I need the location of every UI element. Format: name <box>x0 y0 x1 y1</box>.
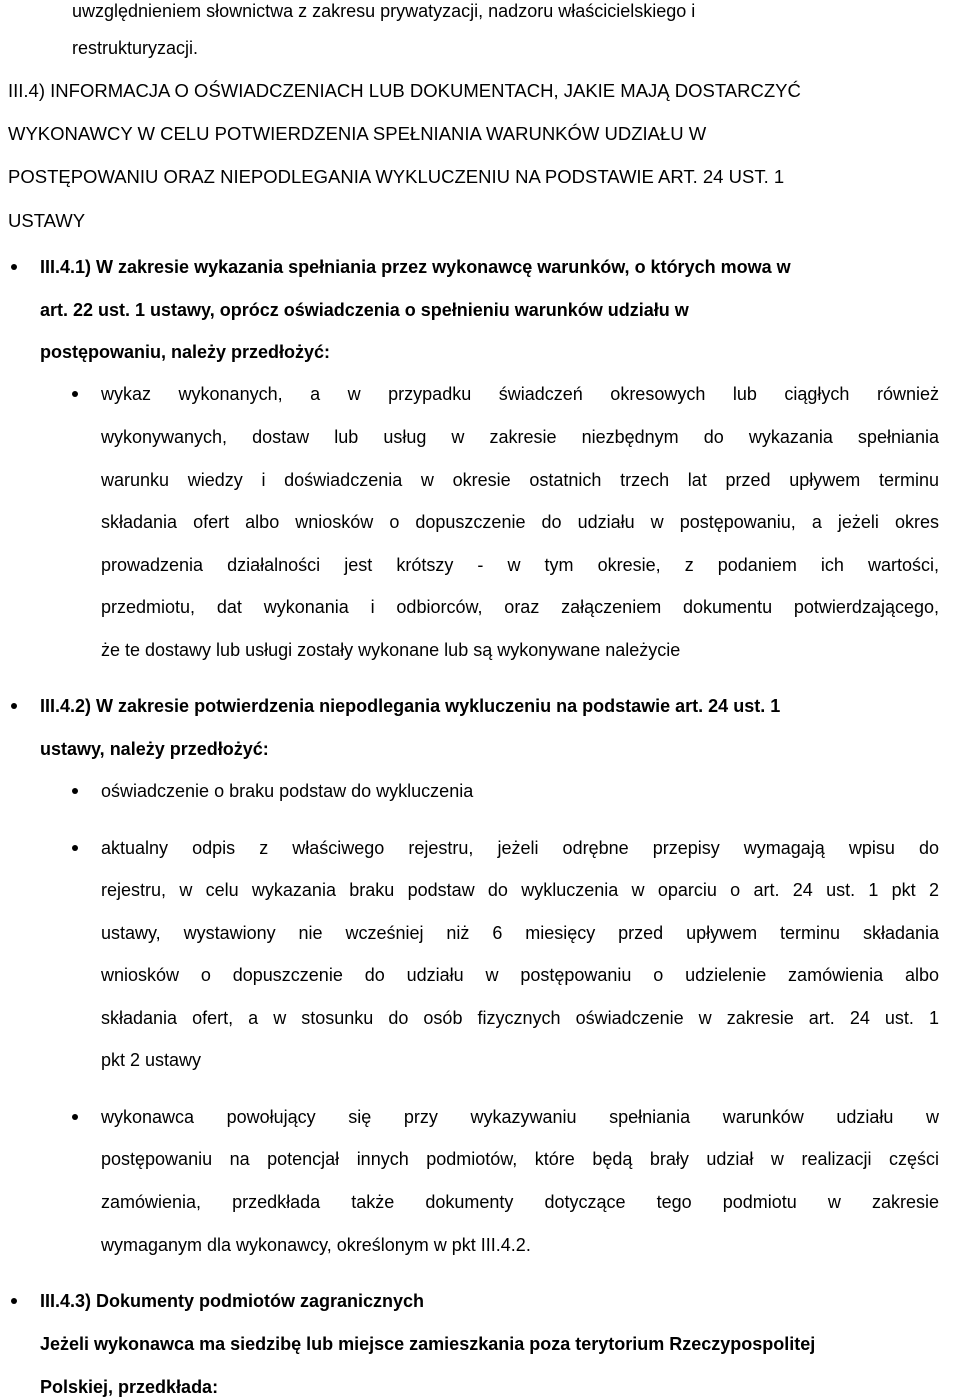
section-title-line: III.4) INFORMACJA O OŚWIADCZENIACH LUB DOKUMENTACH, JAKIE MAJĄ DOSTARCZYĆ <box>8 80 801 101</box>
subsection-heading: III.4.3) Dokumenty podmiotów zagranicznych <box>40 1291 425 1311</box>
bullet-icon <box>72 1114 78 1120</box>
list-item-line: aktualny odpis z właściwego rejestru, jeżeli odrębne przepisy wymagają wpisu do <box>101 838 939 858</box>
list-item-line: zamówienia, przedkłada także dokumenty dotyczące tego podmiotu w zakresie <box>101 1192 939 1212</box>
paragraph-line: Jeżeli wykonawca ma siedzibę lub miejsce zamieszkania poza terytorium Rzeczypospolitej <box>40 1334 816 1354</box>
intro-line: uwzględnieniem słownictwa z zakresu prywatyzacji, nadzoru właścicielskiego i <box>72 1 696 21</box>
section-title-line: WYKONAWCY W CELU POTWIERDZENIA SPEŁNIANIA WARUNKÓW UDZIAŁU W <box>8 123 707 144</box>
paragraph-line: Polskiej, przedkłada: <box>40 1377 219 1397</box>
bullet-icon <box>72 391 78 397</box>
list-item-line: prowadzenia działalności jest krótszy - w tym okresie, z podaniem ich wartości, <box>101 555 939 575</box>
list-item-line: wniosków o dopuszczenie do udziału w postępowaniu o udzielenie zamówienia albo <box>101 965 939 985</box>
list-item-line: ustawy, wystawiony nie wcześniej niż 6 miesięcy przed upływem terminu składania <box>101 923 939 943</box>
list-item-line: wykaz wykonanych, a w przypadku świadczeń okresowych lub ciągłych również <box>101 384 939 404</box>
list-item-line: oświadczenie o braku podstaw do wykluczenia <box>101 781 474 801</box>
subsection-heading: III.4.2) W zakresie potwierdzenia niepodlegania wykluczeniu na podstawie art. 24 ust. 1 <box>40 696 781 716</box>
section-title-line: USTAWY <box>8 210 86 231</box>
list-item-line: rejestru, w celu wykazania braku podstaw do wykluczenia w oparciu o art. 24 ust. 1 pkt 2 <box>101 880 939 900</box>
bullet-icon <box>11 1298 17 1304</box>
list-item-line: składania ofert albo wniosków o dopuszczenie do udziału w postępowaniu, a jeżeli okres <box>101 512 939 532</box>
bullet-icon <box>11 264 17 270</box>
subsection-heading: ustawy, należy przedłożyć: <box>40 739 269 759</box>
intro-line: restrukturyzacji. <box>72 38 199 58</box>
list-item-line: postępowaniu na potencjał innych podmiotów, które będą brały udział w realizacji części <box>101 1149 939 1169</box>
list-item-line: wykonywanych, dostaw lub usług w zakresie niezbędnym do wykazania spełniania <box>101 427 939 447</box>
list-item-line: składania ofert, a w stosunku do osób fizycznych oświadczenie w zakresie art. 24 ust. 1 <box>101 1008 939 1028</box>
subsection-heading: postępowaniu, należy przedłożyć: <box>40 342 331 362</box>
bullet-icon <box>11 703 17 709</box>
list-item-line: warunku wiedzy i doświadczenia w okresie ostatnich trzech lat przed upływem terminu <box>101 470 939 490</box>
bullet-icon <box>72 788 78 794</box>
list-item-line: że te dostawy lub usługi zostały wykonane lub są wykonywane należycie <box>101 640 681 660</box>
list-item-line: wykonawca powołujący się przy wykazywaniu spełniania warunków udziału w <box>101 1107 939 1127</box>
list-item-line: pkt 2 ustawy <box>101 1050 202 1070</box>
section-title-line: POSTĘPOWANIU ORAZ NIEPODLEGANIA WYKLUCZENIU NA PODSTAWIE ART. 24 UST. 1 <box>8 166 785 187</box>
list-item-line: przedmiotu, dat wykonania i odbiorców, oraz załączeniem dokumentu potwierdzającego, <box>101 597 939 617</box>
subsection-heading: art. 22 ust. 1 ustawy, oprócz oświadczenia o spełnieniu warunków udziału w <box>40 300 689 320</box>
bullet-icon <box>72 845 78 851</box>
list-item-line: wymaganym dla wykonawcy, określonym w pkt III.4.2. <box>101 1235 531 1255</box>
subsection-heading: III.4.1) W zakresie wykazania spełniania przez wykonawcę warunków, o których mowa w <box>40 257 791 277</box>
